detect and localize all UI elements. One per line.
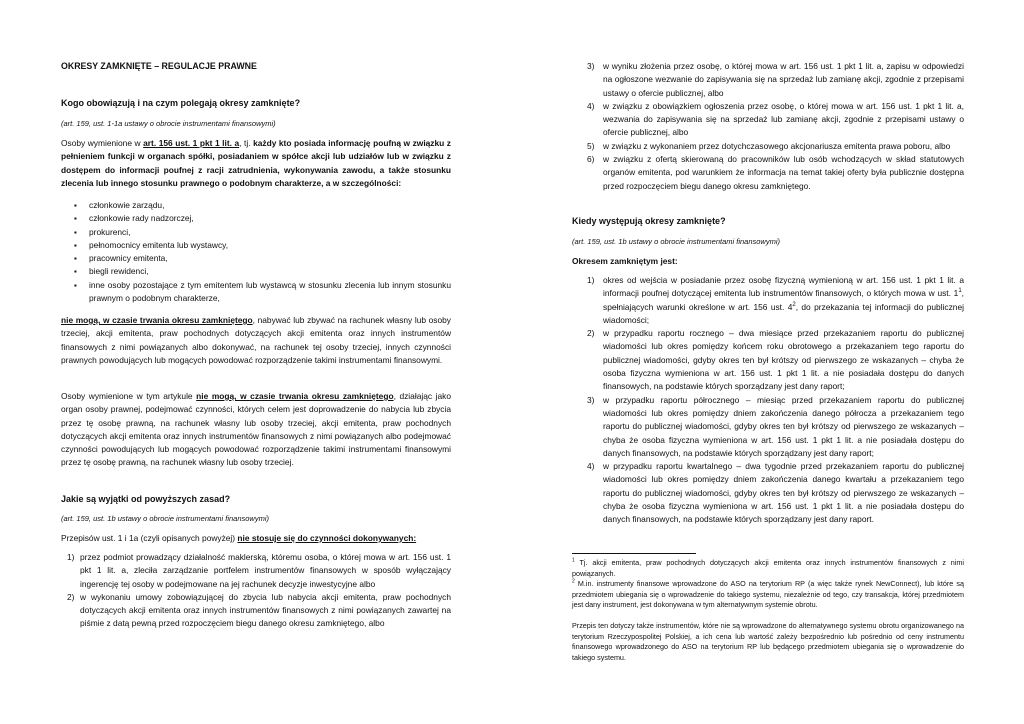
item-text: w związku z ofertą skierowaną do pracowników lub osób wchodzących w skład statutowych organów emitenta, pod warunkiem że informacja na temat takiej oferty była publicznie dostępna przed rozpoczęciem biegu danego okresu zamkniętego.: [603, 154, 964, 191]
list-item: ▪ biegli rewidenci,: [61, 265, 451, 278]
item-text: w związku z obowiązkiem ogłoszenia przez osobę, o której mowa w art. 156 ust. 1 pkt 1 lit. a, wezwania do zapisywania się na sprzedaż lub zamianę akcji, zgodnie z przepisami ustawy o ofercie publicznej, albo: [603, 100, 964, 138]
paragraph-persons: [61, 137, 451, 190]
section-heading-when: Kiedy występują okresy zamknięte?: [572, 216, 726, 226]
page-title: OKRESY ZAMKNIĘTE – REGULACJE PRAWNE: [61, 61, 257, 71]
text: , nabywać lub zbywać na rachunek własny lub osoby trzeciej, akcji emitenta, praw pochodnych dotyczących akcji emitenta oraz innych instrumentów finansowych z nimi powiązanych albo dokonywać, na rachunek tej osoby trzeciej, innych czynności prawnych powodujących lub mogących powodować rozporządzenie takimi instrumentami finansowymi.: [61, 315, 451, 365]
footnote-3: Przepis ten dotyczy także instrumentów, które nie są wprowadzone do alternatywnego systemu obrotu organizowanego na terytorium Rzeczypospolitej Polskiej, a ich cena lub wartość zależy bezpośrednio lub pośrednio od ceny instrumentu finansowego wprowadzonego do ASO na terytorium RP lub będącego przedmiotem ubiegania się o wprowadzenie do takiego systemu.: [572, 620, 964, 662]
item-number: 2): [587, 328, 595, 339]
text: Przepisów ust. 1 i 1a (czyli opisanych powyżej): [61, 533, 238, 543]
footnote-ref: 2: [792, 301, 796, 308]
list-item: ▪ inne osoby pozostające z tym emitentem lub wystawcą w stosunku zlecenia lub innym stosunku prawnym o podobnym charakterze,: [61, 279, 451, 306]
item-number: 6): [587, 154, 595, 165]
list-item: ▪ pracownicy emitenta,: [61, 252, 451, 265]
persons-list: [61, 199, 451, 305]
item-number: 1): [587, 275, 595, 285]
item-text: , spełniających warunki określone w art. 156 ust. 4: [603, 288, 964, 312]
underlined-text: nie stosuje się do czynności dokonywanych:: [237, 533, 417, 543]
list-item: [572, 153, 964, 193]
item-text: w przypadku raportu kwartalnego – dwa tygodnie przed przekazaniem raportu do publicznej wiadomości lub okres pomiędzy dniem zakończenia danego kwartału a przekazaniem tego raportu do publicznej wiadomości, gdyby okres ten był krótszy od pierwszego ze wskazanych – chyba że osoba fizyczna wymieniona w art. 156 ust. 1 pkt 1 lit. a nie posiadała dostępu do danych finansowych, na podstawie których sporządzany jest dany raport.: [603, 461, 964, 525]
list-item: [61, 591, 451, 631]
item-text: w przypadku raportu rocznego – dwa miesiące przed przekazaniem raportu do publicznej wiadomości lub okres pomiędzy końcem roku obrotowego a przekazaniem tego raportu do publicznej wiadomości, gdyby okres ten był krótszy od pierwszego ze wskazanych – chyba że osoba fizyczna wymieniona w art. 156 ust. 1 pkt 1 lit. a nie posiadała dostępu do danych finansowych, na podstawie których sporządzany jest dany raport;: [603, 328, 964, 392]
footnote-2: [572, 579, 964, 611]
list-item: ▪ prokurenci,: [61, 226, 451, 239]
item-text: w przypadku raportu półrocznego – miesiąc przed przekazaniem raportu do publicznej wiadomości lub okres pomiędzy dniem zakończenia danego półrocza a przekazaniem tego raportu do publicznej wiadomości, gdyby okres ten był krótszy od pierwszego ze wskazanych – chyba że osoba fizyczna wymieniona w art. 156 ust. 1 pkt 1 lit. a nie posiadała dostępu do danych finansowych, na podstawie których sporządzany jest dany raport;: [603, 394, 964, 458]
item-text: w wykonaniu umowy zobowiązującej do zbycia lub nabycia akcji emitenta, praw pochodnych dotyczących akcji emitenta oraz innych instrumentów finansowych z nimi powiązanych zawartej na piśmie z datą pewną przed rozpoczęciem biegu danego okresu zamkniętego, albo: [80, 591, 451, 629]
item-number: 3): [587, 61, 595, 71]
exceptions-intro: [61, 532, 451, 545]
footnote-text: M.in. instrumenty finansowe wprowadzone do ASO na terytorium RP (a więc także rynek NewConnect), lub które są przedmiotem ubiegania się o wprowadzenie do takiego systemu, niezależnie od tego, czy transakcja, której przedmiotem jest dany instrument, jest dokonywana w tym alternatywnym systemie obrotu.: [572, 579, 964, 610]
underlined-text: nie mogą, w czasie trwania okresu zamkniętego: [196, 391, 394, 401]
section-reference: (art. 159, ust. 1b ustawy o obrocie instrumentami finansowymi): [572, 237, 781, 246]
list-item: ▪ pełnomocnicy emitenta lub wystawcy,: [61, 239, 451, 252]
footnote-mark: 1: [572, 557, 575, 564]
text: , tj.: [239, 138, 254, 148]
text: , działając jako organ osoby prawnej, podejmować czynności, których celem jest doprowadzenie do nabycia lub zbycia przez tę osobę prawną, na rachunek własny lub osoby trzeciej, akcji emitenta, praw pochodnych dotyczących akcji emitenta oraz innych instrumentów finansowych z nimi powiązanych albo podejmować czynności powodujących lub mogących powodować rozporządzenie takimi instrumentami finansowymi przez tę osobę prawną, na rachunek własny lub osoby trzeciej.: [61, 391, 451, 468]
list-item: [572, 60, 964, 100]
section-reference: (art. 159, ust. 1b ustawy o obrocie instrumentami finansowymi): [61, 514, 270, 523]
footnote-1: [572, 558, 964, 579]
list-item: ▪ członkowie zarządu,: [61, 199, 451, 212]
paragraph-prohibition: [61, 314, 451, 367]
article-reference: art. 156 ust. 1 pkt 1 lit. a: [143, 138, 240, 148]
closed-periods-list: [572, 274, 964, 527]
footnote-ref: 1: [958, 288, 962, 295]
item-text: przez podmiot prowadzący działalność maklerską, któremu osoba, o której mowa w art. 156 ust. 1 pkt 1 lit. a, zleciła zarządzanie portfelem instrumentów finansowych w sposób wyłączający ingerencję tej osoby w podejmowane na jej rachunek decyzje inwestycyjne albo: [80, 552, 451, 589]
text: Osoby wymienione w: [61, 138, 144, 148]
item-text: w związku z wykonaniem przez dotychczasowego akcjonariusza emitenta prawa poboru, albo: [603, 140, 951, 151]
item-number: 1): [67, 552, 75, 562]
exceptions-list: [61, 551, 451, 631]
exceptions-list-continued: [572, 60, 964, 193]
list-item: [572, 100, 964, 140]
list-item: [572, 460, 964, 526]
item-number: 4): [587, 100, 595, 111]
list-item: [572, 274, 964, 327]
section-heading-who: Kogo obowiązują i na czym polegają okresy zamknięte?: [61, 98, 301, 108]
list-item: [572, 394, 964, 460]
list-item: [61, 551, 451, 591]
footnote-text: Tj. akcji emitenta, praw pochodnych dotyczących akcji emitenta oraz innych instrumentów finansowych z nimi powiązanych.: [572, 558, 964, 578]
text: Osoby wymienione w tym artykule: [61, 391, 197, 401]
footnote-mark: 2: [572, 578, 575, 585]
item-number: 2): [67, 591, 75, 602]
list-item: ▪ członkowie rady nadzorczej,: [61, 212, 451, 225]
item-number: 5): [587, 140, 595, 151]
section-heading-exceptions: Jakie są wyjątki od powyższych zasad?: [61, 494, 231, 504]
closed-period-subheading: Okresem zamkniętym jest:: [572, 256, 678, 266]
list-item: [572, 140, 964, 153]
footnotes: [572, 558, 964, 663]
item-text: , do przekazania tej informacji do publicznej wiadomości;: [603, 301, 964, 325]
item-number: 4): [587, 461, 595, 472]
underlined-text: nie mogą, w czasie trwania okresu zamkniętego: [61, 315, 253, 325]
item-text: okres od wejścia w posiadanie przez osobę fizyczną wymienioną w art. 156 ust. 1 pkt 1 lit. a informacji poufnej dotyczącej emitenta lub instrumentów finansowych, o których mowa w ust. 1: [603, 275, 964, 299]
bold-text: każdy kto posiada informację poufną w związku z pełnieniem funkcji w organach spółki, posiadaniem w spółce akcji lub udziałów lub w związku z dostępem do informacji poufnej z racji zatrudnienia, wykonywania zawodu, a także stosunku zlecenia lub innego stosunku prawnego o podobnym charakterze, a w szczególności:: [61, 138, 451, 188]
item-text: w wyniku złożenia przez osobę, o której mowa w art. 156 ust. 1 pkt 1 lit. a, zapisu w odpowiedzi na ogłoszone wezwanie do zapisywania się na sprzedaż lub zamianę akcji, zgodnie z przepisami ustawy o ofercie publicznej, albo: [603, 61, 964, 98]
item-number: 3): [587, 394, 595, 405]
footnote-divider: [572, 553, 696, 554]
list-item: [572, 327, 964, 393]
paragraph-legal-person: [61, 390, 451, 470]
section-reference: (art. 159, ust. 1-1a ustawy o obrocie instrumentami finansowymi): [61, 119, 276, 128]
